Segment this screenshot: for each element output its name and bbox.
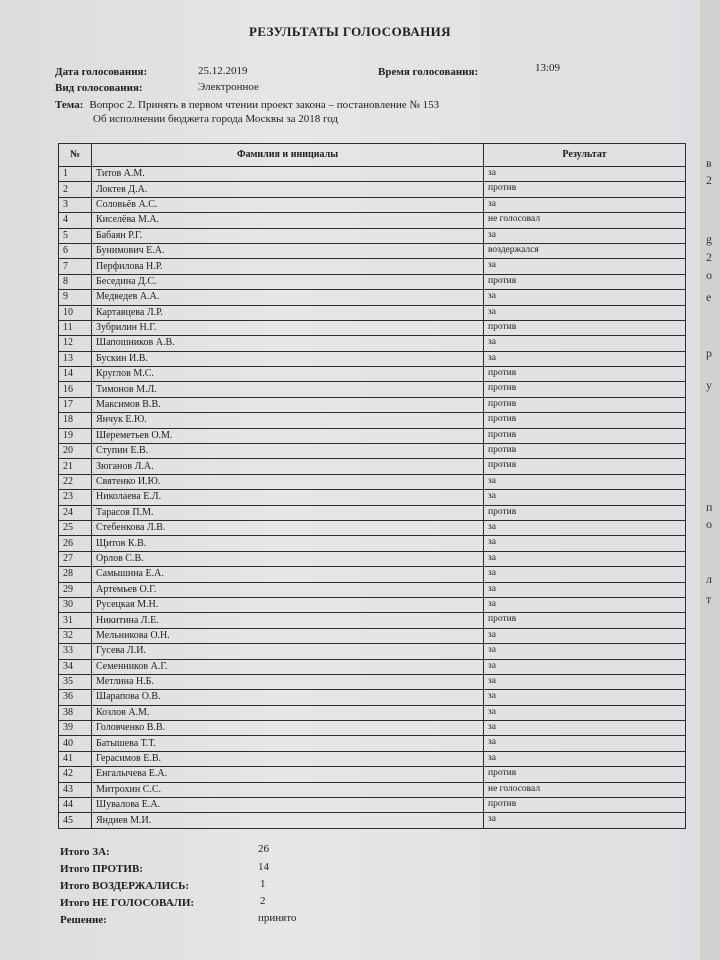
vote-result: против — [484, 505, 686, 520]
table-row — [59, 367, 686, 382]
vote-result: за — [484, 536, 686, 551]
row-number: 41 — [59, 751, 92, 766]
vote-result: за — [484, 351, 686, 366]
table-row — [59, 613, 686, 628]
decision-label: Решение: — [60, 914, 107, 926]
table-row — [59, 690, 686, 705]
deputy-name: Орлов С.В. — [92, 551, 484, 566]
deputy-name: Семенников А.Г. — [92, 659, 484, 674]
column-header-result: Результат — [484, 144, 686, 167]
deputy-name: Тарасов П.М. — [92, 505, 484, 520]
total-abstain-label: Итого ВОЗДЕРЖАЛИСЬ: — [60, 880, 190, 892]
row-number: 11 — [59, 320, 92, 335]
table-row — [59, 382, 686, 397]
deputy-name: Ступин Е.В. — [92, 444, 484, 459]
deputy-name: Мельникова О.Н. — [92, 628, 484, 643]
row-number: 29 — [59, 582, 92, 597]
deputy-name: Митрохин С.С. — [92, 782, 484, 797]
table-row — [59, 798, 686, 813]
vote-result: не голосовал — [484, 782, 686, 797]
deputy-name: Зубрилин Н.Г. — [92, 320, 484, 335]
vote-result: за — [484, 290, 686, 305]
vote-result: за — [484, 813, 686, 828]
date-label: Дата голосования: — [55, 66, 148, 78]
theme-label: Тема: — [55, 99, 84, 111]
row-number: 1 — [59, 167, 92, 182]
vote-result: за — [484, 197, 686, 212]
document-title: РЕЗУЛЬТАТЫ ГОЛОСОВАНИЯ — [249, 24, 451, 39]
vote-result: за — [484, 628, 686, 643]
total-against-value: 14 — [258, 861, 269, 873]
table-row — [59, 213, 686, 228]
table-row — [59, 551, 686, 566]
deputy-name: Артемьев О.Г. — [92, 582, 484, 597]
votes-table — [58, 143, 686, 829]
row-number: 7 — [59, 259, 92, 274]
vote-result: против — [484, 444, 686, 459]
table-row — [59, 582, 686, 597]
row-number: 14 — [59, 367, 92, 382]
row-number: 17 — [59, 397, 92, 412]
deputy-name: Шапошников А.В. — [92, 336, 484, 351]
row-number: 6 — [59, 243, 92, 258]
table-row — [59, 751, 686, 766]
deputy-name: Локтев Д.А. — [92, 182, 484, 197]
table-row — [59, 413, 686, 428]
vote-result: за — [484, 721, 686, 736]
time-label: Время голосования: — [378, 66, 479, 78]
table-row — [59, 197, 686, 212]
table-row — [59, 243, 686, 258]
theme-line-2: Об исполнении бюджета города Москвы за 2018 год — [93, 113, 338, 125]
row-number: 34 — [59, 659, 92, 674]
deputy-name: Соловьёв А.С. — [92, 197, 484, 212]
vote-result: за — [484, 644, 686, 659]
vote-result: против — [484, 320, 686, 335]
vote-result: за — [484, 705, 686, 720]
row-number: 45 — [59, 813, 92, 828]
row-number: 3 — [59, 197, 92, 212]
deputy-name: Святенко И.Ю. — [92, 474, 484, 489]
deputy-name: Николаева Е.Л. — [92, 490, 484, 505]
table-header-row — [59, 144, 686, 167]
table-row — [59, 597, 686, 612]
table-row — [59, 336, 686, 351]
table-row — [59, 567, 686, 582]
row-number: 28 — [59, 567, 92, 582]
row-number: 43 — [59, 782, 92, 797]
table-row — [59, 459, 686, 474]
deputy-name: Круглов М.С. — [92, 367, 484, 382]
vote-result: за — [484, 659, 686, 674]
deputy-name: Батышева Т.Т. — [92, 736, 484, 751]
vote-result: за — [484, 520, 686, 535]
row-number: 21 — [59, 459, 92, 474]
row-number: 23 — [59, 490, 92, 505]
row-number: 30 — [59, 597, 92, 612]
table-row — [59, 782, 686, 797]
row-number: 36 — [59, 690, 92, 705]
table-row — [59, 290, 686, 305]
table-row — [59, 259, 686, 274]
vote-type-value: Электронное — [198, 81, 259, 93]
vote-result: против — [484, 798, 686, 813]
table-row — [59, 397, 686, 412]
row-number: 39 — [59, 721, 92, 736]
deputy-name: Киселёва М.А. — [92, 213, 484, 228]
vote-result: за — [484, 336, 686, 351]
vote-result: против — [484, 767, 686, 782]
time-value: 13:09 — [535, 62, 561, 74]
table-row — [59, 721, 686, 736]
row-number: 26 — [59, 536, 92, 551]
deputy-name: Зюганов Л.А. — [92, 459, 484, 474]
vote-result: за — [484, 567, 686, 582]
row-number: 40 — [59, 736, 92, 751]
vote-result: за — [484, 597, 686, 612]
table-row — [59, 505, 686, 520]
total-against-label: Итого ПРОТИВ: — [60, 863, 143, 875]
table-row — [59, 444, 686, 459]
votes-table-body — [59, 167, 686, 829]
table-row — [59, 767, 686, 782]
deputy-name: Медведев А.А. — [92, 290, 484, 305]
row-number: 8 — [59, 274, 92, 289]
table-row — [59, 813, 686, 828]
table-row — [59, 736, 686, 751]
adjacent-page-edge: в 2 g 2 о е р у п о л т — [700, 0, 720, 960]
row-number: 38 — [59, 705, 92, 720]
vote-result: за — [484, 751, 686, 766]
table-row — [59, 228, 686, 243]
deputy-name: Бускин И.В. — [92, 351, 484, 366]
vote-result: против — [484, 613, 686, 628]
deputy-name: Бунимович Е.А. — [92, 243, 484, 258]
deputy-name: Метлина Н.Б. — [92, 674, 484, 689]
table-row — [59, 490, 686, 505]
vote-result: за — [484, 228, 686, 243]
total-novote-label: Итого НЕ ГОЛОСОВАЛИ: — [60, 897, 195, 909]
row-number: 9 — [59, 290, 92, 305]
column-header-name: Фамилия и инициалы — [92, 144, 484, 167]
deputy-name: Никитина Л.Е. — [92, 613, 484, 628]
row-number: 31 — [59, 613, 92, 628]
row-number: 24 — [59, 505, 92, 520]
row-number: 16 — [59, 382, 92, 397]
deputy-name: Гусева Л.И. — [92, 644, 484, 659]
deputy-name: Тимонов М.Л. — [92, 382, 484, 397]
vote-result: за — [484, 736, 686, 751]
vote-result: за — [484, 490, 686, 505]
row-number: 13 — [59, 351, 92, 366]
row-number: 19 — [59, 428, 92, 443]
vote-result: против — [484, 428, 686, 443]
row-number: 20 — [59, 444, 92, 459]
table-row — [59, 351, 686, 366]
row-number: 44 — [59, 798, 92, 813]
deputy-name: Русецкая М.Н. — [92, 597, 484, 612]
vote-result: воздержался — [484, 243, 686, 258]
total-novote-value: 2 — [260, 895, 266, 907]
deputy-name: Козлов А.М. — [92, 705, 484, 720]
vote-type-label: Вид голосования: — [55, 82, 143, 94]
table-row — [59, 659, 686, 674]
date-value: 25.12.2019 — [198, 65, 248, 77]
row-number: 5 — [59, 228, 92, 243]
total-for-value: 26 — [258, 843, 269, 855]
table-row — [59, 305, 686, 320]
total-abstain-value: 1 — [260, 878, 266, 890]
deputy-name: Самышина Е.А. — [92, 567, 484, 582]
vote-result: за — [484, 551, 686, 566]
deputy-name: Енгалычева Е.А. — [92, 767, 484, 782]
vote-result: за — [484, 690, 686, 705]
deputy-name: Титов А.М. — [92, 167, 484, 182]
deputy-name: Картавцева Л.Р. — [92, 305, 484, 320]
table-row — [59, 474, 686, 489]
table-row — [59, 536, 686, 551]
table-row — [59, 644, 686, 659]
theme — [55, 99, 439, 111]
deputy-name: Герасимов Е.В. — [92, 751, 484, 766]
table-row — [59, 428, 686, 443]
table-row — [59, 182, 686, 197]
deputy-name: Янчук Е.Ю. — [92, 413, 484, 428]
row-number: 22 — [59, 474, 92, 489]
row-number: 25 — [59, 520, 92, 535]
row-number: 27 — [59, 551, 92, 566]
table-row — [59, 674, 686, 689]
table-row — [59, 705, 686, 720]
vote-result: против — [484, 397, 686, 412]
row-number: 33 — [59, 644, 92, 659]
vote-result: за — [484, 582, 686, 597]
column-header-number: № — [59, 144, 92, 167]
deputy-name: Беседина Д.С. — [92, 274, 484, 289]
vote-result: за — [484, 474, 686, 489]
total-for-label: Итого ЗА: — [60, 846, 110, 858]
vote-result: против — [484, 367, 686, 382]
row-number: 42 — [59, 767, 92, 782]
deputy-name: Щитов К.В. — [92, 536, 484, 551]
vote-result: за — [484, 259, 686, 274]
table-row — [59, 274, 686, 289]
vote-result: не голосовал — [484, 213, 686, 228]
table-row — [59, 320, 686, 335]
vote-result: за — [484, 305, 686, 320]
deputy-name: Максимов В.В. — [92, 397, 484, 412]
vote-result: за — [484, 674, 686, 689]
table-row — [59, 520, 686, 535]
table-row — [59, 167, 686, 182]
row-number: 12 — [59, 336, 92, 351]
vote-result: против — [484, 413, 686, 428]
decision-value: принято — [258, 912, 297, 924]
vote-result: против — [484, 382, 686, 397]
deputy-name: Стебенкова Л.В. — [92, 520, 484, 535]
row-number: 2 — [59, 182, 92, 197]
deputy-name: Головченко В.В. — [92, 721, 484, 736]
deputy-name: Яндиев М.И. — [92, 813, 484, 828]
row-number: 18 — [59, 413, 92, 428]
row-number: 32 — [59, 628, 92, 643]
row-number: 10 — [59, 305, 92, 320]
deputy-name: Шарапова О.В. — [92, 690, 484, 705]
row-number: 4 — [59, 213, 92, 228]
vote-result: против — [484, 182, 686, 197]
deputy-name: Шувалова Е.А. — [92, 798, 484, 813]
vote-result: против — [484, 459, 686, 474]
table-row — [59, 628, 686, 643]
row-number: 35 — [59, 674, 92, 689]
deputy-name: Бабаян Р.Г. — [92, 228, 484, 243]
theme-line-1: Вопрос 2. Принять в первом чтении проект закона – постановление № 153 — [89, 99, 440, 111]
deputy-name: Перфилова Н.Р. — [92, 259, 484, 274]
vote-result: против — [484, 274, 686, 289]
vote-result: за — [484, 167, 686, 182]
deputy-name: Шереметьев О.М. — [92, 428, 484, 443]
